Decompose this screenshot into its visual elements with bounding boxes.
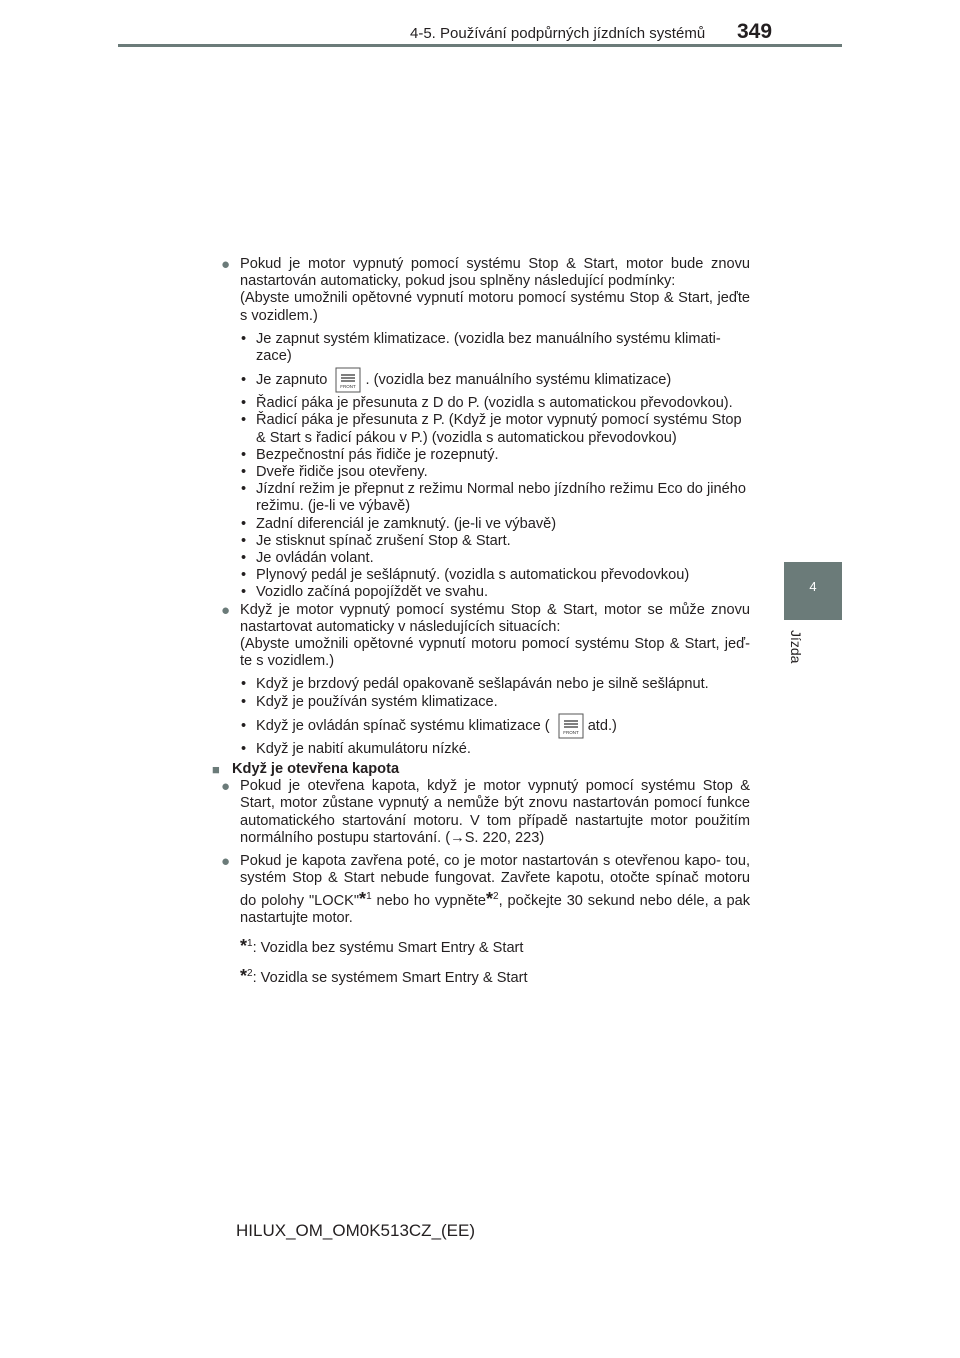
list-item: • Dveře řidiče jsou otevřeny. <box>241 464 428 481</box>
list-item: • Když je ovládán spínač systému klimatizace ( FRONT atd.) <box>218 711 750 741</box>
page-body <box>212 256 750 987</box>
list-item: • Je ovládán volant. <box>241 550 374 567</box>
circle-bullet-icon: ● <box>221 601 231 619</box>
list-item: • Bezpečnostní pás řidiče je rozepnutý. <box>241 446 499 463</box>
section-heading: ■ Když je otevřena kapota <box>212 761 400 778</box>
list-item: • Je zapnut systém klimatizace. (vozidla bez manuálního systému klimati- zace) <box>241 330 721 365</box>
square-bullet-icon: ■ <box>212 762 220 778</box>
header-divider <box>118 44 842 47</box>
list-item: • Je zapnuto FRONT . (vozidla bez manuálního systému klimatizace) <box>218 365 750 395</box>
page-header-title: 4-5. Používání podpůrných jízdních systémů <box>410 25 706 42</box>
circle-bullet-icon: ● <box>221 256 231 273</box>
list-item: • Když je používán systém klimatizace. <box>241 693 498 710</box>
page-number: 349 <box>737 20 773 43</box>
circle-bullet-icon: ● <box>221 778 231 796</box>
list-item: • Vozidlo začíná popojíždět ve svahu. <box>241 584 489 601</box>
chapter-tab: 4 <box>784 562 842 620</box>
svg-text:FRONT: FRONT <box>562 730 579 736</box>
list-item: • Zadní diferenciál je zamknutý. (je-li ve výbavě) <box>241 515 557 532</box>
svg-text:FRONT: FRONT <box>340 384 357 390</box>
chapter-label: Jízda <box>788 630 804 664</box>
document-code-footer: HILUX_OM_OM0K513CZ_(EE) <box>236 1221 476 1240</box>
list-item: • Když je brzdový pedál opakovaně sešlapáván nebo je silně sešlápnut. <box>241 676 709 693</box>
footnote: *$^1$: Vozidla bez systému Smart Entry & Start <box>240 935 524 956</box>
list-item: • Plynový pedál je sešlápnutý. (vozidla s automatickou převodovkou) <box>241 567 690 584</box>
bullet-paragraph: ● Pokud je otevřena kapota, když je motor vypnutý pomocí systému Stop & Start, motor zůstane vypnutý a nemůže být znovu nastartován pomocí funkce automatického startování motoru. V tom případě nastartujte motor použitím normálního postupu startování. (→S. 220, 223) <box>221 778 750 846</box>
list-item: • Řadicí páka je přesunuta z D do P. (vozidla s automatickou převodovkou). <box>241 395 733 412</box>
bullet-paragraph: ● Pokud je kapota zavřena poté, co je motor nastartován s otevřenou kapo- tou, systém Stop & Start nebude fungovat. Zavřete kapotu, otočte spínač motoru do polohy "LOCK"*$^1$ nebo ho vypněte*$^2$, počkejte 30 sekund nebo déle, a pak nastartujte motor. <box>221 853 750 926</box>
circle-bullet-icon: ● <box>221 853 231 871</box>
front-defroster-icon <box>335 367 361 393</box>
front-defroster-icon <box>558 713 584 739</box>
footnote: *$^2$: Vozidla se systémem Smart Entry & Start <box>240 965 528 986</box>
list-item: • Řadicí páka je přesunuta z P. (Když je motor vypnutý pomocí systému Stop & Start s řadicí pákou v P.) (vozidla s automatickou převodovkou) <box>241 412 742 446</box>
list-item: • Je stisknut spínač zrušení Stop & Start. <box>241 532 511 549</box>
list-item: • Když je nabití akumulátoru nízké. <box>241 740 471 757</box>
list-item: • Jízdní režim je přepnut z režimu Normal nebo jízdního režimu Eco do jiného režimu. (je-li ve výbavě) <box>241 481 746 515</box>
bullet-paragraph: ● Pokud je motor vypnutý pomocí systému Stop & Start, motor bude znovu nastartován automaticky, pokud jsou splněny následující podmínky: (Abyste umožnili opětovné vypnutí motoru pomocí systému Stop & Start, jeďte s vozidlem.) <box>221 256 750 324</box>
bullet-paragraph: ● Když je motor vypnutý pomocí systému Stop & Start, motor se může znovu nastartovat automaticky v následujících situacích: (Abyste umožnili opětovné vypnutí motoru pomocí systému Stop & Start, jeď- te s vozidlem.) <box>221 601 750 670</box>
